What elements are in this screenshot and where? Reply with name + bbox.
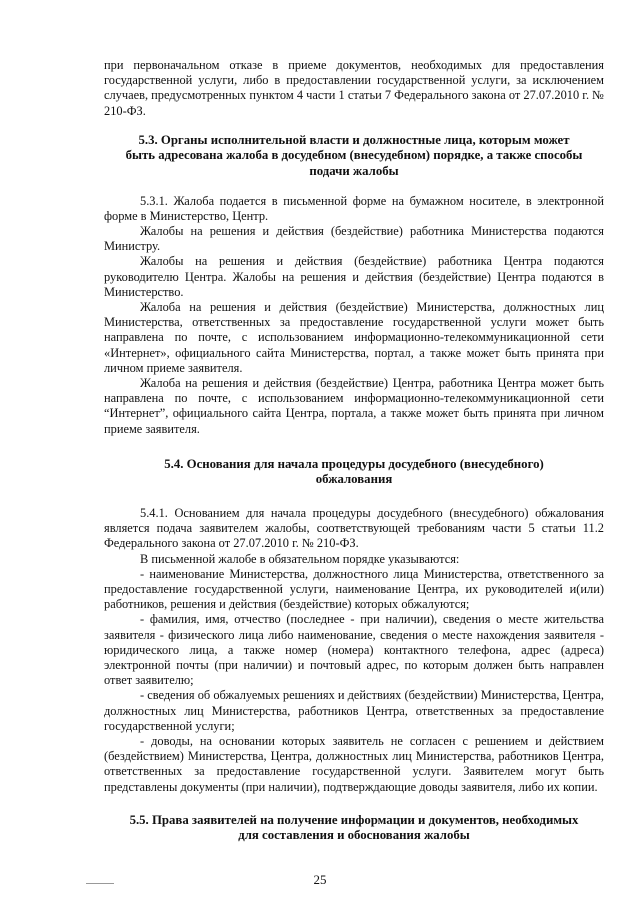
section-5-5-heading: 5.5. Права заявителей на получение информации и документов, необходимых для составления и обоснования жалобы bbox=[129, 812, 579, 843]
intro-paragraph: при первоначальном отказе в приеме документов, необходимых для предоставления государственной услуги, либо в предоставлении государственной услуги, за исключением случаев, предусмотренных пунктом 4 части 1 статьи 7 Федерального закона от 27.07.2010 г. № 210-ФЗ. bbox=[104, 58, 604, 118]
section-5-4-list-item: - наименование Министерства, должностного лица Министерства, ответственного за предоставление государственной услуги, наименование Центра, их руководителей и(или) работников, решения и действия (бездействие) которых обжалуются; bbox=[104, 566, 604, 612]
section-5-4-paragraph: В письменной жалобе в обязательном порядке указываются: bbox=[140, 551, 460, 566]
section-5-4-list-item: - фамилия, имя, отчество (последнее - при наличии), сведения о месте жительства заявителя - физического лица либо наименование, сведения о месте нахождения заявителя - юридического лица, а также номер (номера) контактного телефона, адрес (адреса) электронной почты (при наличии) и почтовый адрес, по которым должен быть направлен ответ заявителю; bbox=[104, 612, 604, 688]
section-5-4-paragraph: 5.4.1. Основанием для начала процедуры досудебного (внесудебного) обжалования является подача заявителем жалобы, соответствующей требованиям части 5 статьи 11.2 Федерального закона от 27.07.2010 г. № 210-ФЗ. bbox=[104, 506, 604, 551]
section-5-3-paragraph: 5.3.1. Жалоба подается в письменной форме на бумажном носителе, в электронной форме в Министерство, Центр. bbox=[104, 193, 604, 223]
section-5-3-paragraph: Жалоба на решения и действия (бездействие) Министерства, должностных лиц Министерства, ответственных за предоставление государственной услуги может быть направлена по почте, с использованием информационно-телекоммуникационной сети «Интернет», официального сайта Министерства, портал, а также может быть принята при личном приеме заявителя. bbox=[104, 300, 604, 375]
section-5-3-paragraph: Жалобы на решения и действия (бездействие) работника Центра подаются руководителю Центра. Жалобы на решения и действия (бездействие) Центра подаются в Министерство. bbox=[104, 254, 604, 299]
section-5-4-list-item: - доводы, на основании которых заявитель не согласен с решением и действием (бездействием) Министерства, Центра, должностных лиц Министерства, работников Центра, ответственных за предоставление государственной услуги. Заявителем могут быть представлены документы (при наличии), подтверждающие доводы заявителя, либо их копии. bbox=[104, 734, 604, 794]
section-5-3-paragraph: Жалобы на решения и действия (бездействие) работника Министерства подаются Министру. bbox=[104, 224, 604, 254]
section-5-4-heading: 5.4. Основания для начала процедуры досудебного (внесудебного) обжалования bbox=[164, 456, 544, 487]
section-5-3-paragraph: Жалоба на решения и действия (бездействие) Центра, работника Центра может быть направлена по почте, с использованием информационно-телекоммуникационной сети “Интернет”, официального сайта Центра, портала, а также может быть принята при личном приеме заявителя. bbox=[104, 376, 604, 436]
section-5-4-list-item: - сведения об обжалуемых решениях и действиях (бездействии) Министерства, Центра, должностных лиц Министерства, работников Центра, ответственных за предоставление государственной услуги; bbox=[104, 688, 604, 733]
section-5-3-heading: 5.3. Органы исполнительной власти и должностные лица, которым может быть адресована жалоба в досудебном (внесудебном) порядке, а также способы подачи жалобы bbox=[125, 132, 583, 178]
page-number: 25 bbox=[313, 872, 327, 887]
